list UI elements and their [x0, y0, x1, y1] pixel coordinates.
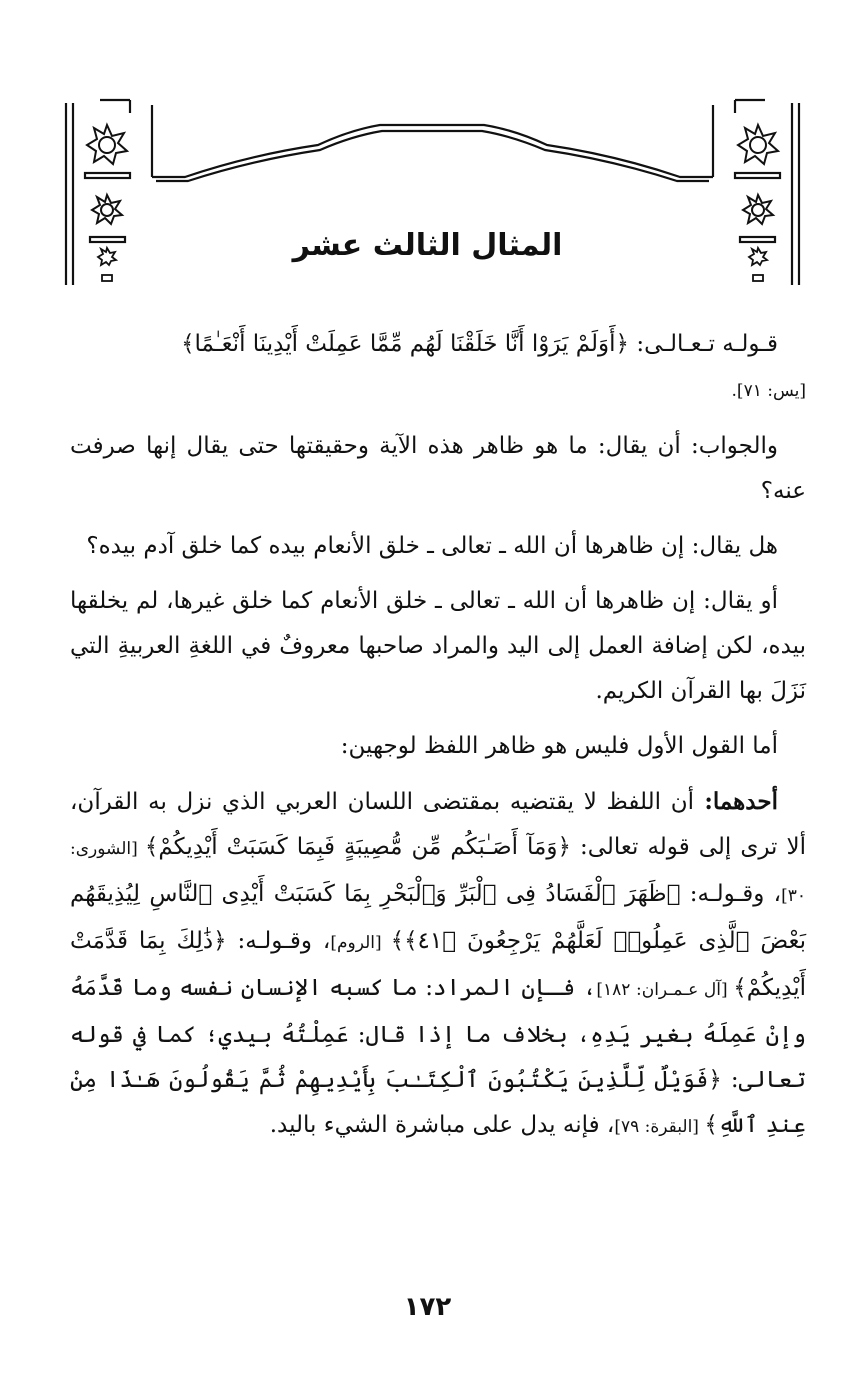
page-number: ١٧٢ — [403, 1292, 452, 1322]
quran-verse: ﴿ذَٰلِكَ بِمَا قَدَّمَتْ أَيْدِيكُمْ﴾ — [70, 928, 806, 1001]
verse-reference: [الشورى: ٣٠] — [70, 839, 807, 906]
verse-reference: [آل عـمـران: ١٨٢] — [596, 980, 734, 1000]
paragraph-2: والجواب: أن يقال: ما هو ظاهر هذه الآية وحقيقتها حتى يقال إنها صرفت عنه؟ — [70, 433, 806, 504]
quran-verse: ﴿فَوَيْلٌ لِّلَّذِينَ يَكْتُبُونَ ٱلْكِتَـٰبَ بِأَيْدِيهِمْ ثُمَّ يَقُولُونَ هَـٰذَا مِنْ عِندِ ٱللَّهِ﴾ — [70, 1067, 806, 1138]
text-run: ، وقـولـه: — [680, 881, 782, 907]
verse-reference: [البقرة: ٧٩] — [614, 1117, 705, 1137]
paragraph-5: أما القول الأول فليس هو ظاهر اللفظ لوجهين: — [340, 733, 778, 759]
text-run: أن اللفظ لا يقتضيه بمقتضى اللسان العربي الذي نزل به القرآن، ألا ترى إلى قوله تعالى: — [70, 789, 806, 860]
quran-verse: ﴿أَوَلَمْ يَرَوْا أَنَّا خَلَقْنَا لَهُم مِّمَّا عَمِلَتْ أَيْدِينَا أَنْعَـٰمًا﴾ — [181, 331, 630, 357]
text-run: ، وقـولـه: — [226, 928, 331, 954]
bold-label: أحدهما: — [693, 788, 778, 815]
text-run: ، فإنه يدل على مباشرة الشيء باليد. — [269, 1112, 615, 1138]
quran-verse: ﴿ظَهَرَ ٱلْفَسَادُ فِى ٱلْبَرِّ وَٱلْبَحْرِ بِمَا كَسَبَتْ أَيْدِى ٱلنَّاسِ لِيُذِيقَهُم بَعْضَ ٱلَّذِى عَمِلُوا۟ لَعَلَّهُمْ يَرْجِعُونَ ﴿٤١﴾﴾ — [70, 881, 806, 954]
text-run: ، فـإن المراد: ما كسبه الإنسان نفسه وما قَدَّمَهُ وإنْ عَمِلَهُ بغير يَدِهِ، بخلاف ما إذا قال: عَمِلْتُهُ بيدي؛ كما في قوله تعالى: — [70, 975, 807, 1093]
quran-verse: ﴿وَمَآ أَصَـٰبَكُم مِّن مُّصِيبَةٍ فَبِمَا كَسَبَتْ أَيْدِيكُمْ﴾ — [144, 834, 571, 860]
body-text — [70, 322, 806, 1160]
header-ornament-frame — [60, 95, 805, 295]
section-title: المثال الثالث عشر — [292, 228, 563, 263]
paragraph-3: هل يقال: إن ظاهرها أن الله ـ تعالى ـ خلق الأنعام بيده كما خلق آدم بيده؟ — [86, 533, 778, 559]
verse-reference: [الروم] — [330, 933, 391, 953]
paragraph-4: أو يقال: إن ظاهرها أن الله ـ تعالى ـ خلق الأنعام كما خلق غيرها، لم يخلقها بيده، لكن إضافة العمل إلى اليد والمراد صاحبها معروفٌ في اللغةِ العربيةِ التي نَزَلَ بها القرآن الكريم. — [70, 588, 806, 704]
paragraph-6 — [70, 779, 806, 1150]
verse-reference: [يس: ٧١]. — [731, 381, 806, 401]
sun-ornament-icon — [87, 125, 127, 164]
paragraph-1 — [70, 322, 806, 414]
text-run: قـولـه تـعـالـى: — [629, 331, 778, 357]
